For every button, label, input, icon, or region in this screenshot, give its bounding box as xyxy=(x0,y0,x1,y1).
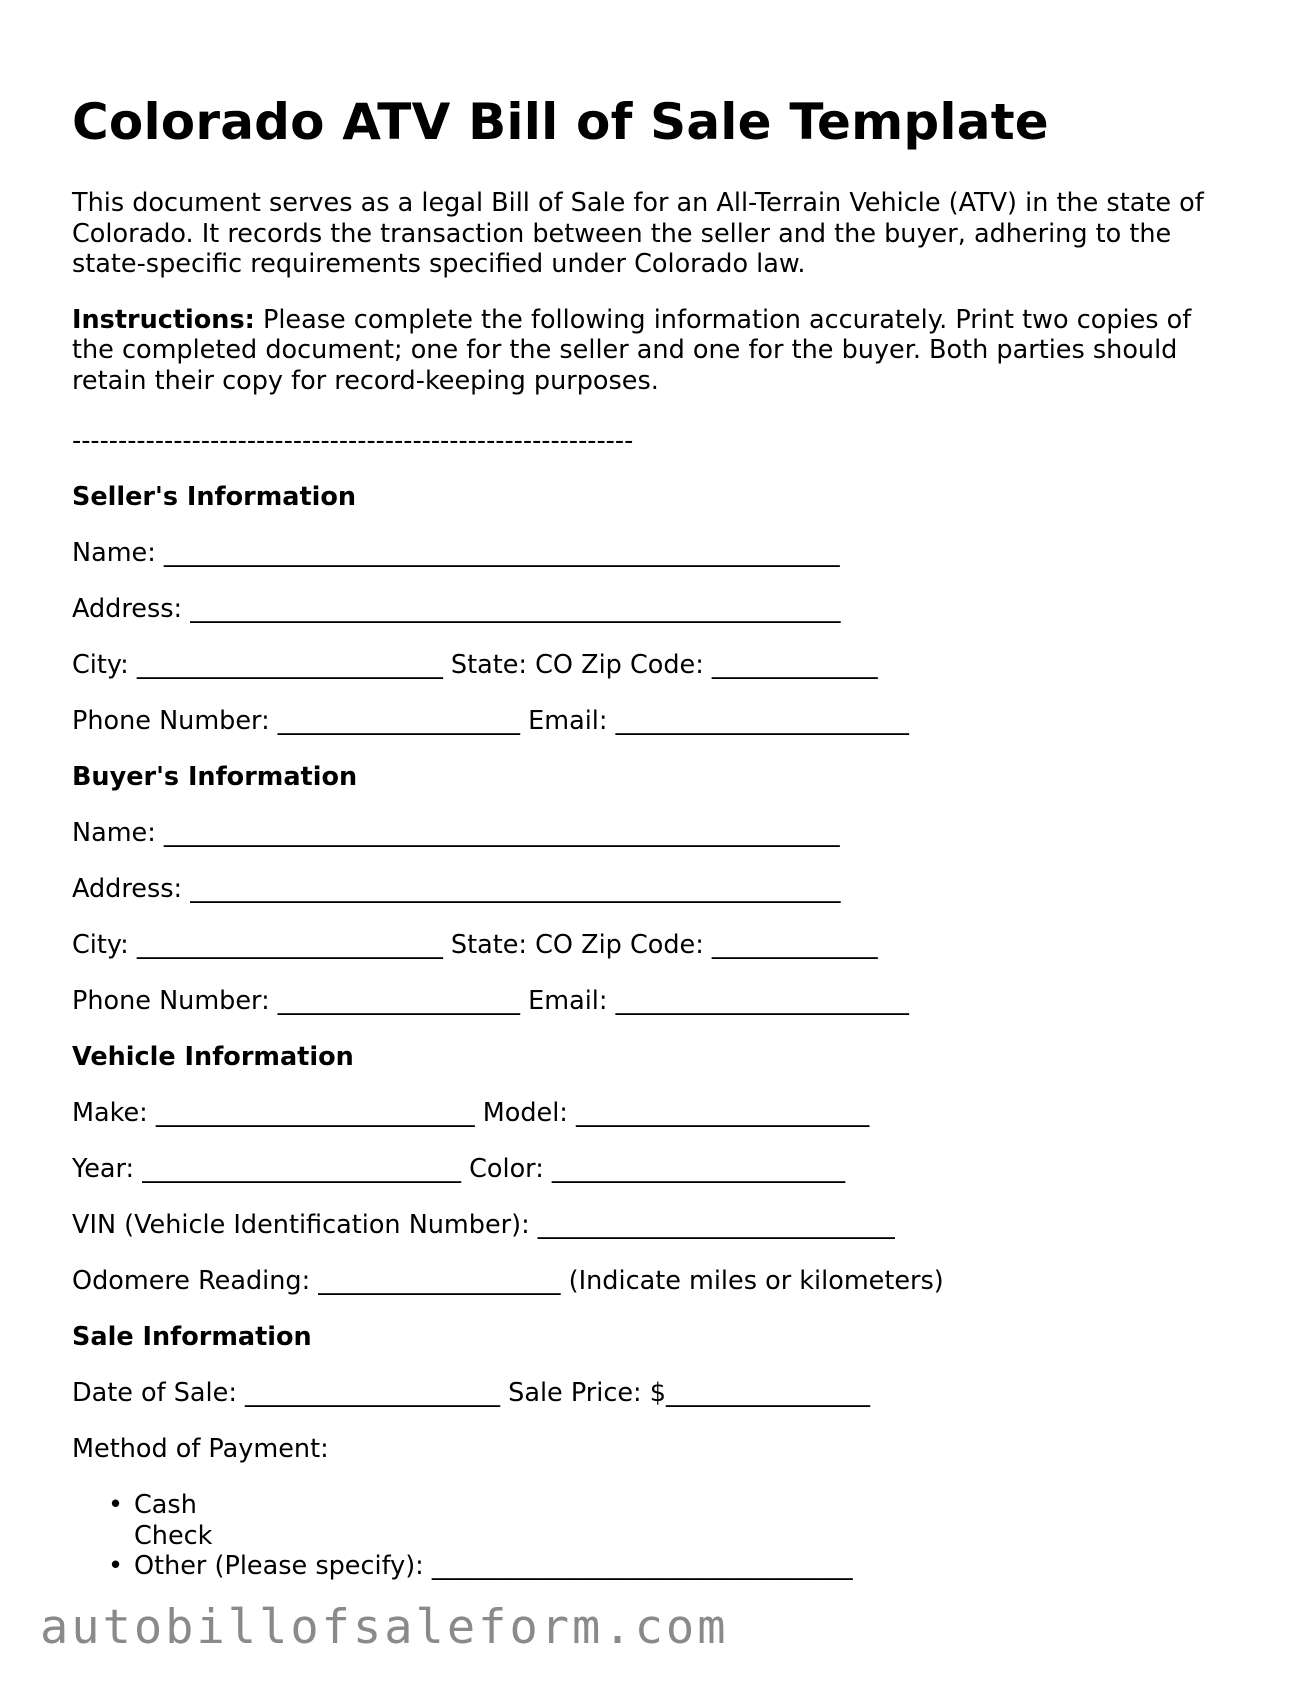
intro-paragraph: This document serves as a legal Bill of Sale for an All-Terrain Vehicle (ATV) in the state of Colorado. It records the transaction between the seller and the buyer, adhering to the state-specific requirements specified under Colorado law. xyxy=(72,188,1204,279)
buyer-phone-email-field[interactable]: Phone Number: ___________________ Email: _______________________ xyxy=(72,986,909,1016)
buyer-address-field[interactable]: Address: ___________________________________________________ xyxy=(72,874,841,904)
seller-heading: Seller's Information xyxy=(72,482,357,512)
seller-phone-email-field[interactable]: Phone Number: ___________________ Email: _______________________ xyxy=(72,706,909,736)
buyer-heading: Buyer's Information xyxy=(72,762,358,792)
seller-city-state-zip-field[interactable]: City: ________________________ State: CO Zip Code: _____________ xyxy=(72,650,878,680)
vehicle-year-color-field[interactable]: Year: _________________________ Color: _______________________ xyxy=(72,1154,846,1184)
buyer-city-state-zip-field[interactable]: City: ________________________ State: CO Zip Code: _____________ xyxy=(72,930,878,960)
instructions-label: Instructions: xyxy=(72,304,255,335)
payment-option-check[interactable]: Check xyxy=(134,1520,213,1551)
seller-name-field[interactable]: Name: _____________________________________________________ xyxy=(72,538,840,568)
payment-option-cash[interactable]: • Cash xyxy=(134,1490,1232,1521)
instructions-paragraph xyxy=(72,305,1232,397)
instructions-text: Please complete the following information accurately. Print two copies of the completed document; one for the seller and one for the buyer. Both parties should retain their copy for record-keeping purposes. xyxy=(72,304,1192,396)
vehicle-make-model-field[interactable]: Make: _________________________ Model: _______________________ xyxy=(72,1098,870,1128)
page-title: Colorado ATV Bill of Sale Template xyxy=(72,93,1049,151)
divider: ------------------------------------------------------------- xyxy=(72,426,634,456)
sale-date-price-field[interactable]: Date of Sale: ____________________ Sale Price: $________________ xyxy=(72,1378,870,1408)
vehicle-vin-field[interactable]: VIN (Vehicle Identification Number): ____________________________ xyxy=(72,1210,895,1240)
site-watermark: autobillofsaleform.com xyxy=(40,1600,729,1655)
document-page xyxy=(72,86,1232,1582)
payment-method-list xyxy=(72,1490,1232,1582)
buyer-name-field[interactable]: Name: _____________________________________________________ xyxy=(72,818,840,848)
payment-method-label: Method of Payment: xyxy=(72,1434,329,1464)
payment-option-other[interactable]: • Other (Please specify): _________________________________ xyxy=(134,1551,1232,1582)
vehicle-heading: Vehicle Information xyxy=(72,1042,354,1072)
sale-heading: Sale Information xyxy=(72,1322,312,1352)
seller-address-field[interactable]: Address: ___________________________________________________ xyxy=(72,594,841,624)
vehicle-odometer-field[interactable]: Odomere Reading: ___________________ (Indicate miles or kilometers) xyxy=(72,1266,944,1296)
